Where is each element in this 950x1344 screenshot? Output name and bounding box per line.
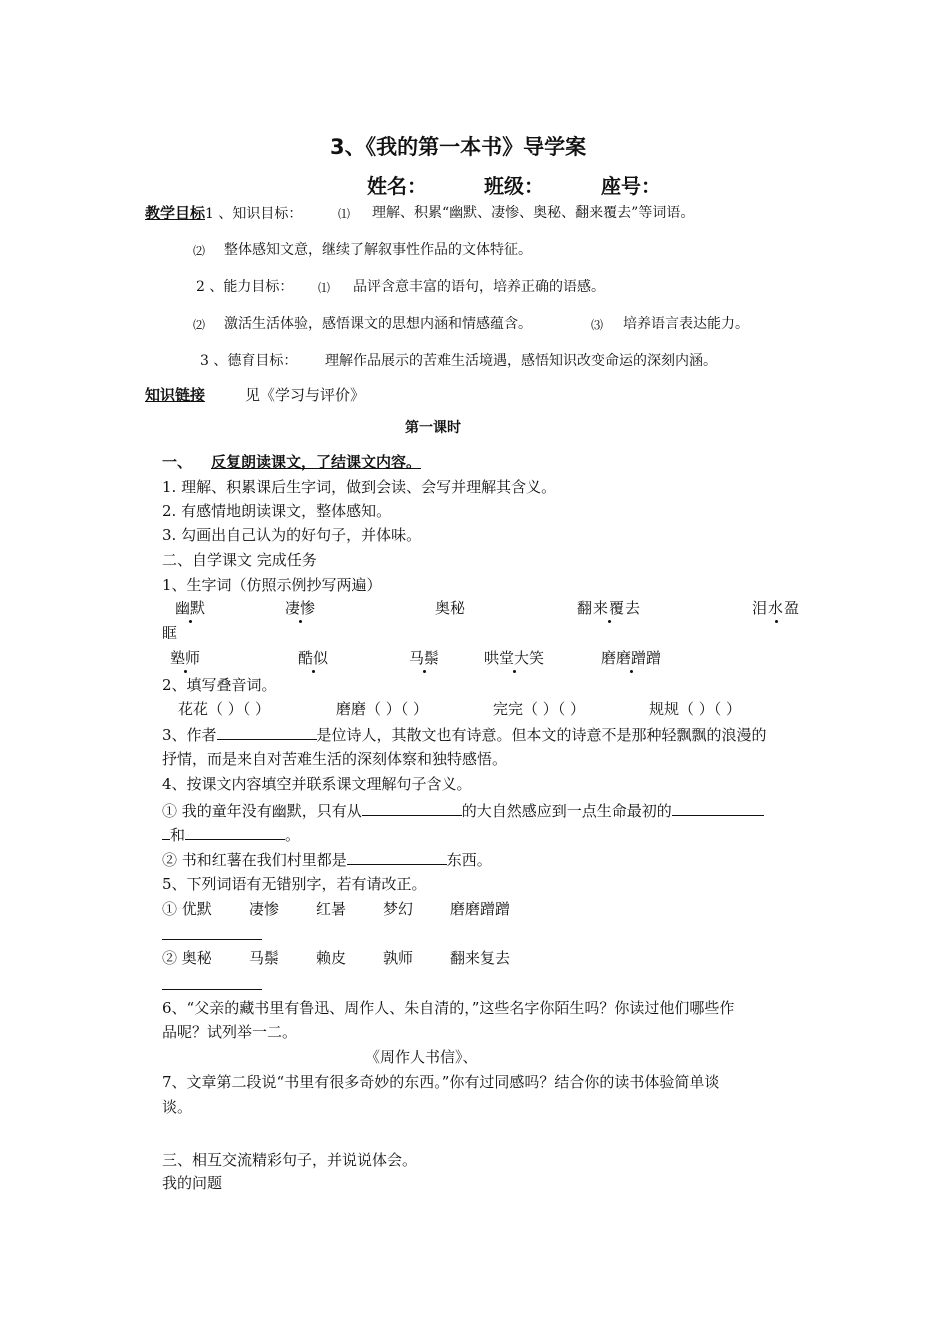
question-7-cont: 谈。 xyxy=(162,1098,193,1116)
section-2-title: 二、自学课文 完成任务 xyxy=(162,551,317,569)
vocab-word: 奥秘 xyxy=(435,599,466,617)
page-title: 3、《我的第一本书》导学案 xyxy=(330,135,587,159)
section-3-title: 三、相互交流精彩句子，并说说体会。 xyxy=(162,1151,418,1169)
knowledge-link-label: 知识链接 xyxy=(145,386,206,404)
seat-label: 座号： xyxy=(601,174,661,198)
reduplication-item: 完完（ ）（ ） xyxy=(493,700,586,718)
my-question-label: 我的问题 xyxy=(162,1174,223,1192)
answer-blank[interactable] xyxy=(162,824,170,840)
vocab-word: 泪水盈 xyxy=(752,599,801,617)
answer-line[interactable] xyxy=(162,989,262,990)
goal-number: ⑶ xyxy=(591,318,604,332)
ability-goal-2: 激活生活体验，感悟课文的思想内涵和情感蕴含。 xyxy=(224,316,532,332)
vocab-word: 磨磨蹭蹭 xyxy=(601,649,662,667)
vocab-word: 凄惨 xyxy=(285,599,316,617)
question-1: 1、生字词（仿照示例抄写两遍） xyxy=(162,576,382,594)
vocab-word xyxy=(175,598,205,618)
answer-blank[interactable] xyxy=(185,824,285,840)
section-1-item: 2. 有感情地朗读课文，整体感知。 xyxy=(162,502,392,520)
answer-blank[interactable] xyxy=(217,724,317,740)
goals-row-1 xyxy=(145,203,302,224)
q5-word: 凄惨 xyxy=(249,900,280,918)
vocab-word: 酷似 xyxy=(298,649,329,667)
q5-word: 磨磨蹭蹭 xyxy=(450,900,511,918)
vocab-word: 马鬃 xyxy=(409,649,440,667)
ability-goal-1: 品评含意丰富的语句，培养正确的语感。 xyxy=(353,279,605,295)
question-7: 7、文章第二段说“书里有很多奇妙的东西。”你有过同感吗？结合你的读书体验简单谈 xyxy=(162,1073,720,1091)
vocab-word-wrap: 眶 xyxy=(162,624,178,642)
q5-word: 翻来复去 xyxy=(450,949,511,967)
goal-number: ⑵ xyxy=(193,318,206,332)
class-label: 班级： xyxy=(484,174,544,198)
answer-blank[interactable] xyxy=(362,800,462,816)
moral-goal-head: 3 、德育目标： xyxy=(200,353,298,369)
ability-goal-head: 2 、能力目标： xyxy=(196,279,294,295)
section-1-item: 1. 理解、积累课后生字词，做到会读、会写并理解其含义。 xyxy=(162,478,557,496)
question-5: 5、下列词语有无错别字，若有请改正。 xyxy=(162,875,427,893)
question-3: 3、作者 是位诗人，其散文也有诗意。但本文的诗意不是那种轻飘飘的浪漫的 xyxy=(162,726,767,744)
question-6-cont: 品呢？试列举一二。 xyxy=(162,1023,298,1041)
section-1-number: 一、 xyxy=(162,453,193,471)
knowledge-goal-1: 理解、积累“幽默、凄惨、奥秘、翻来覆去”等词语。 xyxy=(372,205,695,221)
reduplication-item: 规规（ ）（ ） xyxy=(649,700,742,718)
lesson-title: 第一课时 xyxy=(405,420,461,436)
question-4-1: ① 我的童年没有幽默，只有从 的大自然感应到一点生命最初的 xyxy=(162,800,764,821)
knowledge-link-text: 见《学习与评价》 xyxy=(245,386,366,404)
q5-word: 马鬃 xyxy=(249,949,280,967)
question-4: 4、按课文内容填空并联系课文理解句子含义。 xyxy=(162,775,472,793)
q5-word: 梦幻 xyxy=(383,900,414,918)
knowledge-goal-head: 1 、知识目标： xyxy=(205,206,303,222)
answer-line[interactable] xyxy=(162,939,262,940)
q5-word: 孰师 xyxy=(383,949,414,967)
goals-label: 教学目标 xyxy=(145,204,206,222)
knowledge-goal-2: 整体感知文意，继续了解叙事性作品的文体特征。 xyxy=(224,242,532,258)
vocab-word: 哄堂大笑 xyxy=(484,649,545,667)
vocab-word: 幽默 xyxy=(175,599,206,617)
reduplication-item: 磨磨（ ）（ ） xyxy=(336,700,429,718)
question-6: 6、“父亲的藏书里有鲁迅、周作人、朱自清的，”这些名字你陌生吗？你读过他们哪些作 xyxy=(162,999,735,1017)
question-2: 2、填写叠音词。 xyxy=(162,676,277,694)
answer-blank[interactable] xyxy=(672,800,764,816)
q5-word: 红暑 xyxy=(316,900,347,918)
answer-blank[interactable] xyxy=(347,849,447,865)
goal-number: ⑴ xyxy=(318,281,331,295)
vocab-word: 翻来覆去 xyxy=(577,599,642,617)
q5-word: 赖皮 xyxy=(316,949,347,967)
question-6-answer: 《周作人书信》、 xyxy=(365,1048,478,1066)
question-4-2: ② 书和红薯在我们村里都是 东西。 xyxy=(162,851,492,869)
section-1-title: 反复朗读课文，了结课文内容。 xyxy=(211,453,422,471)
question-4-1-cont: 和 。 xyxy=(162,824,300,845)
goal-number: ⑴ xyxy=(338,207,351,221)
q5-word: ① 优默 xyxy=(162,900,212,918)
moral-goal: 理解作品展示的苦难生活境遇，感悟知识改变命运的深刻内涵。 xyxy=(325,353,717,369)
question-3-cont: 抒情，而是来自对苦难生活的深刻体察和独特感悟。 xyxy=(162,750,508,768)
section-1-item: 3. 勾画出自己认为的好句子，并体味。 xyxy=(162,526,422,544)
q5-word: ② 奥秘 xyxy=(162,949,212,967)
goal-number: ⑵ xyxy=(193,244,206,258)
name-label: 姓名： xyxy=(367,174,427,198)
vocab-word: 塾师 xyxy=(170,649,201,667)
reduplication-item: 花花（ ）（ ） xyxy=(178,700,271,718)
ability-goal-3: 培养语言表达能力。 xyxy=(623,316,749,332)
